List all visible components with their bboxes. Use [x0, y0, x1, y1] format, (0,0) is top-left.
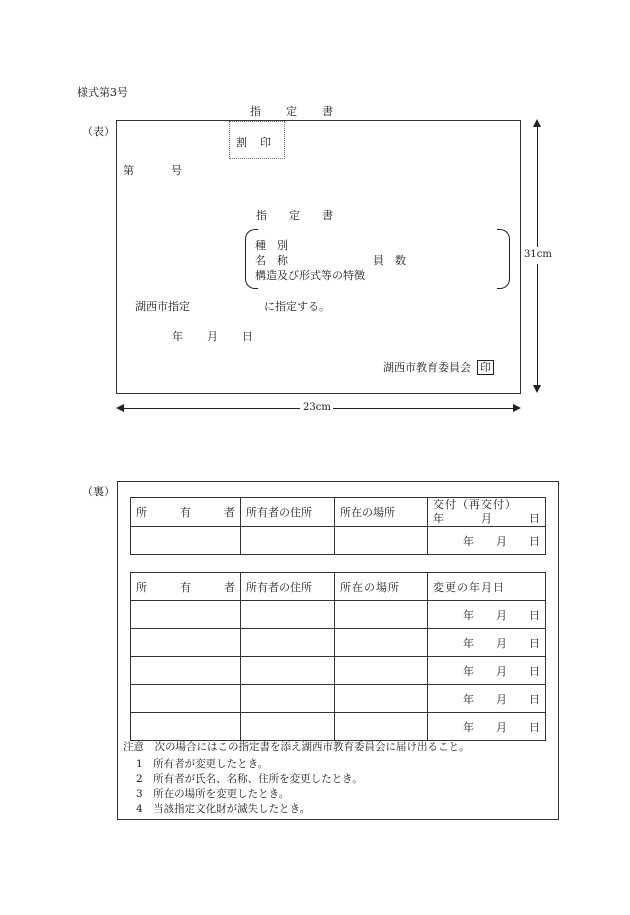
header-issue-title: 交付（再交付）: [433, 498, 517, 511]
table-row: [131, 601, 546, 629]
certificate-number-suffix: 号: [171, 164, 182, 177]
change-table-header: [131, 573, 546, 601]
change-date-cell: 年 月 日: [428, 629, 546, 657]
note-item: 1 所有者が変更したとき。: [136, 758, 269, 770]
date-year: 年: [172, 330, 183, 343]
header-owner-address: 所有者の住所: [241, 498, 335, 527]
top-title: 指 定 書: [250, 105, 334, 118]
height-dimension-line-lower: [537, 264, 538, 385]
header-issue-date: [428, 498, 546, 527]
table-row: [131, 657, 546, 685]
table-row: [131, 527, 546, 555]
split-seal-box: [229, 121, 285, 159]
table-row: [131, 629, 546, 657]
width-dimension-label: 23cm: [303, 402, 331, 413]
height-arrow-bottom-icon: [533, 385, 541, 393]
split-seal-label: 割 印: [236, 136, 272, 149]
change-date-cell: 年 月 日: [428, 601, 546, 629]
change-date-cell: 年 月 日: [428, 657, 546, 685]
header-owner: 所 有 者: [131, 498, 241, 527]
change-date-cell: 年 月 日: [428, 713, 546, 741]
note-item: 4 当該指定文化財が滅失したとき。: [136, 803, 311, 815]
owner-address-cell: [241, 527, 335, 555]
width-dimension-line: [122, 408, 300, 409]
designation-suffix: に指定する。: [264, 300, 330, 313]
front-side-label: （表）: [82, 125, 115, 138]
header-owner: 所 有 者: [131, 573, 241, 601]
header-location: 所在の場所: [335, 573, 428, 601]
field-type: 種 別: [255, 239, 288, 252]
date-day: 日: [242, 330, 253, 343]
right-bracket: [497, 229, 510, 289]
issue-table-header: [131, 498, 546, 527]
change-table: [130, 572, 546, 741]
field-count: 員 数: [373, 254, 406, 267]
issuer-seal-icon: 印: [477, 360, 494, 375]
header-owner-address: 所有者の住所: [241, 573, 335, 601]
change-date-cell: 年 月 日: [428, 685, 546, 713]
table-row: [131, 685, 546, 713]
field-features: 構造及び形式等の特徴: [255, 269, 365, 282]
date-month: 月: [207, 330, 218, 343]
certificate-title: 指 定 書: [256, 209, 333, 222]
note-item: 2 所有者が氏名、名称、住所を変更したとき。: [136, 773, 363, 785]
issue-date-cell: 年 月 日: [428, 527, 546, 555]
back-side-label: （裏）: [82, 485, 115, 498]
header-change-date: 変更の年月日: [428, 573, 546, 601]
height-dimension-line: [537, 125, 538, 247]
certificate-number-prefix: 第: [123, 164, 134, 177]
owner-cell: [131, 527, 241, 555]
field-name: 名 称: [255, 254, 288, 267]
height-dimension-label: 31cm: [524, 249, 552, 260]
header-location: 所在の場所: [335, 498, 428, 527]
issuer-name: 湖西市教育委員会: [383, 361, 471, 374]
header-issue-date-units: 年 月 日: [433, 512, 540, 525]
form-number-label: 様式第3号: [77, 86, 128, 99]
location-cell: [335, 527, 428, 555]
issue-table: [130, 497, 546, 555]
note-item: 3 所在の場所を変更したとき。: [136, 788, 290, 800]
issuer-line: [383, 359, 494, 375]
width-arrow-right-icon: [513, 404, 521, 412]
note-heading: 注意 次の場合にはこの指定書を添え湖西市教育委員会に届け出ること。: [123, 741, 470, 753]
width-dimension-line-right: [333, 408, 513, 409]
certificate-front-card: [116, 120, 521, 394]
table-row: [131, 713, 546, 741]
designation-prefix: 湖西市指定: [135, 300, 190, 313]
